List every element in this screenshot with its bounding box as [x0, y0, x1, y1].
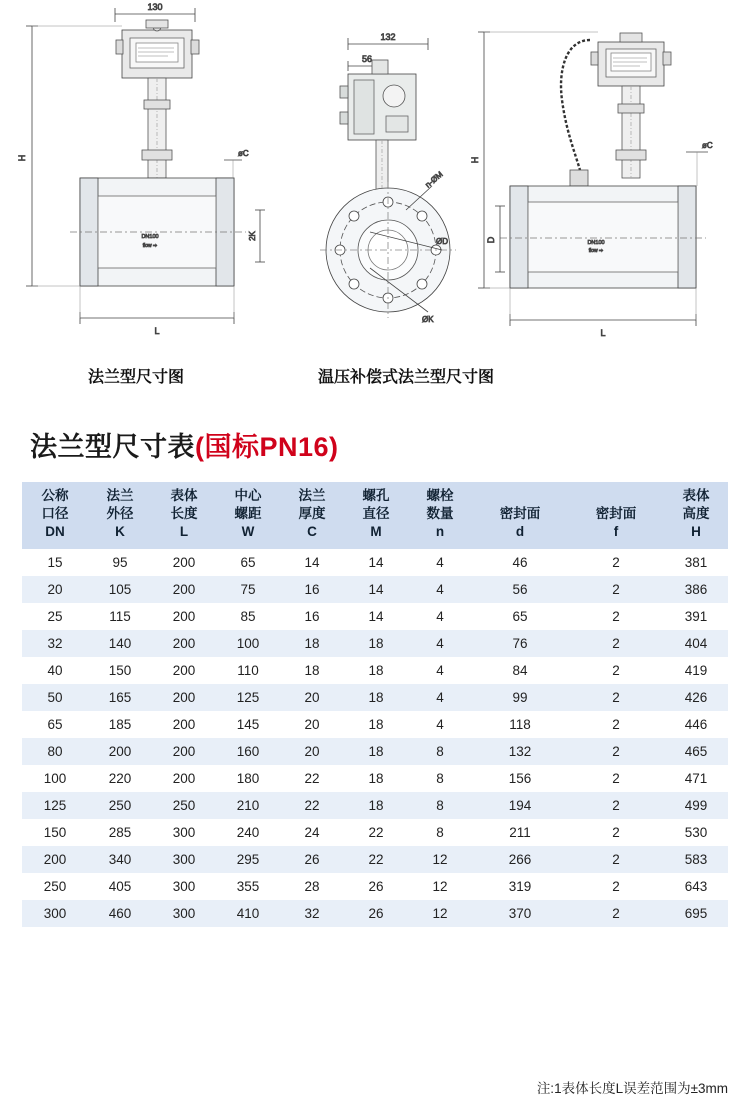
table-cell: 85 [216, 603, 280, 630]
table-row [22, 846, 728, 873]
table-cell: 20 [22, 576, 88, 603]
table-cell: 4 [408, 630, 472, 657]
table-cell: 8 [408, 819, 472, 846]
table-cell: 2 [568, 657, 664, 684]
table-cell: 300 [152, 819, 216, 846]
table-cell: 471 [664, 765, 728, 792]
dim-56: 56 [361, 54, 373, 64]
header-line-0: 法兰 [298, 488, 326, 503]
header-line-2: f [613, 524, 619, 540]
flange-type-svg [10, 0, 300, 350]
table-cell: 391 [664, 603, 728, 630]
table-cell: 84 [472, 657, 568, 684]
table-cell: 300 [22, 900, 88, 927]
table-row [22, 792, 728, 819]
table-cell: 4 [408, 549, 472, 576]
table-cell: 250 [22, 873, 88, 900]
table-cell: 8 [408, 765, 472, 792]
table-cell: 22 [280, 792, 344, 819]
header-line-0: 公称 [41, 488, 69, 503]
table-cell: 18 [280, 657, 344, 684]
table-cell: 240 [216, 819, 280, 846]
table-cell: 150 [22, 819, 88, 846]
table-cell: 15 [22, 549, 88, 576]
table-cell: 2 [568, 630, 664, 657]
table-row [22, 900, 728, 927]
table-cell: 300 [152, 846, 216, 873]
table-cell: 2 [568, 900, 664, 927]
dimension-table-wrap [22, 482, 728, 927]
dim-130: 130 [147, 2, 163, 12]
table-header-cell-L [152, 482, 216, 549]
drawing-temp-press-comp [470, 0, 740, 350]
body-label-flow-c: flow ⇨ [588, 248, 604, 254]
header-line-1: 数量 [426, 506, 454, 522]
header-line-2: M [370, 524, 382, 540]
table-row [22, 711, 728, 738]
header-line-1: 厚度 [298, 506, 326, 522]
table-cell: 56 [472, 576, 568, 603]
dim-phi-C: øC [238, 149, 249, 158]
table-cell: 4 [408, 576, 472, 603]
table-cell: 18 [344, 684, 408, 711]
table-cell: 76 [472, 630, 568, 657]
table-cell: 18 [344, 711, 408, 738]
table-cell: 4 [408, 684, 472, 711]
header-line-1: 密封面 [595, 506, 637, 522]
table-cell: 18 [344, 765, 408, 792]
table-cell: 419 [664, 657, 728, 684]
header-line-0: 表体 [682, 488, 710, 503]
table-cell: 194 [472, 792, 568, 819]
table-header-cell-DN [22, 482, 88, 549]
table-row [22, 657, 728, 684]
table-cell: 355 [216, 873, 280, 900]
table-cell: 185 [88, 711, 152, 738]
table-cell: 8 [408, 738, 472, 765]
table-row [22, 765, 728, 792]
table-header-cell-M [344, 482, 408, 549]
header-line-0: 表体 [170, 488, 198, 503]
table-cell: 530 [664, 819, 728, 846]
dim-D: D [486, 236, 496, 244]
table-body [22, 549, 728, 927]
table-cell: 100 [216, 630, 280, 657]
technical-drawings [0, 0, 750, 400]
table-cell: 14 [280, 549, 344, 576]
table-cell: 285 [88, 819, 152, 846]
table-cell: 26 [344, 900, 408, 927]
table-cell: 200 [152, 603, 216, 630]
table-cell: 2 [568, 792, 664, 819]
footnote: 注:1表体长度L误差范围为±3mm [536, 1081, 728, 1096]
table-cell: 200 [152, 684, 216, 711]
table-cell: 132 [472, 738, 568, 765]
table-cell: 250 [152, 792, 216, 819]
table-cell: 22 [280, 765, 344, 792]
table-cell: 18 [344, 630, 408, 657]
table-cell: 24 [280, 819, 344, 846]
table-cell: 2 [568, 603, 664, 630]
table-cell: 200 [152, 738, 216, 765]
table-cell: 115 [88, 603, 152, 630]
page-title-standard: (国标PN16) [195, 432, 339, 462]
table-cell: 12 [408, 873, 472, 900]
table-cell: 145 [216, 711, 280, 738]
table-cell: 65 [472, 603, 568, 630]
header-line-2: K [115, 524, 125, 540]
body-label-flow: flow ⇨ [142, 243, 158, 249]
table-cell: 250 [88, 792, 152, 819]
table-cell: 2 [568, 576, 664, 603]
dim-H: H [17, 154, 27, 162]
table-cell: 404 [664, 630, 728, 657]
table-cell: 2 [568, 819, 664, 846]
table-cell: 20 [280, 684, 344, 711]
table-cell: 499 [664, 792, 728, 819]
table-cell: 28 [280, 873, 344, 900]
page-title-main: 法兰型尺寸表 [30, 432, 195, 462]
table-cell: 220 [88, 765, 152, 792]
table-cell: 2 [568, 846, 664, 873]
header-line-2: d [515, 524, 525, 540]
dimension-table [22, 482, 728, 927]
table-cell: 300 [152, 900, 216, 927]
table-cell: 25 [22, 603, 88, 630]
table-cell: 370 [472, 900, 568, 927]
table-cell: 2 [568, 549, 664, 576]
table-cell: 118 [472, 711, 568, 738]
table-cell: 65 [216, 549, 280, 576]
dim-2K: 2K [248, 231, 257, 241]
table-cell: 200 [152, 711, 216, 738]
table-cell: 200 [152, 576, 216, 603]
caption-flange-type: 法兰型尺寸图 [88, 369, 185, 386]
header-line-2: W [241, 524, 255, 540]
header-line-0: 螺孔 [362, 488, 390, 503]
table-header-cell-C [280, 482, 344, 549]
table-cell: 319 [472, 873, 568, 900]
table-cell: 200 [152, 630, 216, 657]
table-cell: 125 [22, 792, 88, 819]
header-line-1: 密封面 [499, 506, 541, 522]
header-line-0 [568, 487, 664, 505]
table-cell: 4 [408, 657, 472, 684]
header-line-0: 法兰 [106, 488, 134, 503]
table-cell: 165 [88, 684, 152, 711]
table-cell: 14 [344, 549, 408, 576]
table-cell: 4 [408, 711, 472, 738]
table-cell: 100 [22, 765, 88, 792]
dim-L-c: L [600, 328, 606, 338]
table-cell: 2 [568, 684, 664, 711]
table-cell: 2 [568, 738, 664, 765]
drawing-flange-face [310, 0, 480, 350]
table-cell: 583 [664, 846, 728, 873]
table-row [22, 738, 728, 765]
table-cell: 180 [216, 765, 280, 792]
table-cell: 300 [152, 873, 216, 900]
table-cell: 2 [568, 711, 664, 738]
table-cell: 22 [344, 846, 408, 873]
table-cell: 200 [88, 738, 152, 765]
dim-phi-C-c: øC [702, 141, 713, 150]
header-line-0: 中心 [234, 488, 262, 503]
table-cell: 80 [22, 738, 88, 765]
table-cell: 50 [22, 684, 88, 711]
table-row [22, 603, 728, 630]
table-cell: 20 [280, 738, 344, 765]
header-line-0: 螺栓 [426, 488, 454, 503]
header-line-0 [472, 487, 568, 505]
header-line-2: n [435, 524, 445, 540]
table-header-cell-d [472, 482, 568, 549]
header-line-2: L [179, 524, 189, 540]
table-row [22, 684, 728, 711]
table-cell: 14 [344, 576, 408, 603]
header-line-2: C [307, 524, 317, 540]
table-header-cell-K [88, 482, 152, 549]
dim-phi-D: ØD [436, 237, 448, 246]
table-cell: 295 [216, 846, 280, 873]
body-label-dn100-c: DN100 [587, 240, 605, 246]
drawing-flange-type [10, 0, 300, 350]
table-cell: 18 [344, 657, 408, 684]
header-line-2: DN [45, 524, 65, 540]
dim-L: L [154, 326, 160, 336]
table-cell: 200 [152, 549, 216, 576]
table-cell: 340 [88, 846, 152, 873]
table-cell: 210 [216, 792, 280, 819]
table-cell: 65 [22, 711, 88, 738]
dim-n-phi-M: n-ØM [423, 169, 445, 190]
table-cell: 16 [280, 603, 344, 630]
table-cell: 4 [408, 603, 472, 630]
table-cell: 16 [280, 576, 344, 603]
table-cell: 140 [88, 630, 152, 657]
table-header-cell-W [216, 482, 280, 549]
table-cell: 46 [472, 549, 568, 576]
table-row [22, 819, 728, 846]
header-line-1: 长度 [170, 506, 198, 522]
table-cell: 381 [664, 549, 728, 576]
table-cell: 460 [88, 900, 152, 927]
table-cell: 465 [664, 738, 728, 765]
table-cell: 125 [216, 684, 280, 711]
table-cell: 110 [216, 657, 280, 684]
table-cell: 200 [152, 657, 216, 684]
body-label-dn100: DN100 [141, 234, 159, 240]
table-cell: 2 [568, 765, 664, 792]
table-cell: 95 [88, 549, 152, 576]
table-header-cell-n [408, 482, 472, 549]
table-cell: 211 [472, 819, 568, 846]
temp-press-svg [470, 0, 740, 350]
table-cell: 160 [216, 738, 280, 765]
header-line-1: 螺距 [234, 506, 262, 522]
header-line-1: 直径 [362, 506, 390, 522]
table-cell: 643 [664, 873, 728, 900]
table-cell: 105 [88, 576, 152, 603]
table-cell: 156 [472, 765, 568, 792]
dim-132: 132 [380, 32, 396, 42]
table-cell: 99 [472, 684, 568, 711]
table-cell: 14 [344, 603, 408, 630]
table-cell: 40 [22, 657, 88, 684]
header-line-1: 外径 [106, 506, 134, 522]
header-line-1: 口径 [41, 506, 69, 522]
table-cell: 426 [664, 684, 728, 711]
table-cell: 20 [280, 711, 344, 738]
table-header-cell-f [568, 482, 664, 549]
table-cell: 18 [344, 792, 408, 819]
table-cell: 32 [280, 900, 344, 927]
table-cell: 22 [344, 819, 408, 846]
table-header-cell-H [664, 482, 728, 549]
table-cell: 26 [344, 873, 408, 900]
table-cell: 446 [664, 711, 728, 738]
table-cell: 18 [280, 630, 344, 657]
table-cell: 695 [664, 900, 728, 927]
table-cell: 18 [344, 738, 408, 765]
table-cell: 150 [88, 657, 152, 684]
table-cell: 410 [216, 900, 280, 927]
table-cell: 12 [408, 846, 472, 873]
table-cell: 405 [88, 873, 152, 900]
caption-temp-press-comp: 温压补偿式法兰型尺寸图 [318, 369, 495, 386]
dim-phi-K: ØK [422, 315, 434, 324]
table-cell: 32 [22, 630, 88, 657]
table-cell: 266 [472, 846, 568, 873]
dim-H-c: H [470, 156, 480, 164]
table-cell: 386 [664, 576, 728, 603]
header-line-2: H [691, 524, 701, 540]
table-cell: 26 [280, 846, 344, 873]
table-head [22, 482, 728, 549]
table-cell: 200 [152, 765, 216, 792]
table-cell: 75 [216, 576, 280, 603]
table-row [22, 630, 728, 657]
table-cell: 8 [408, 792, 472, 819]
table-cell: 200 [22, 846, 88, 873]
table-header-row [22, 482, 728, 549]
flange-face-svg [310, 0, 480, 350]
table-row [22, 576, 728, 603]
table-cell: 2 [568, 873, 664, 900]
table-cell: 12 [408, 900, 472, 927]
header-line-1: 高度 [682, 506, 710, 522]
table-row [22, 549, 728, 576]
page-title [30, 425, 339, 464]
table-row [22, 873, 728, 900]
